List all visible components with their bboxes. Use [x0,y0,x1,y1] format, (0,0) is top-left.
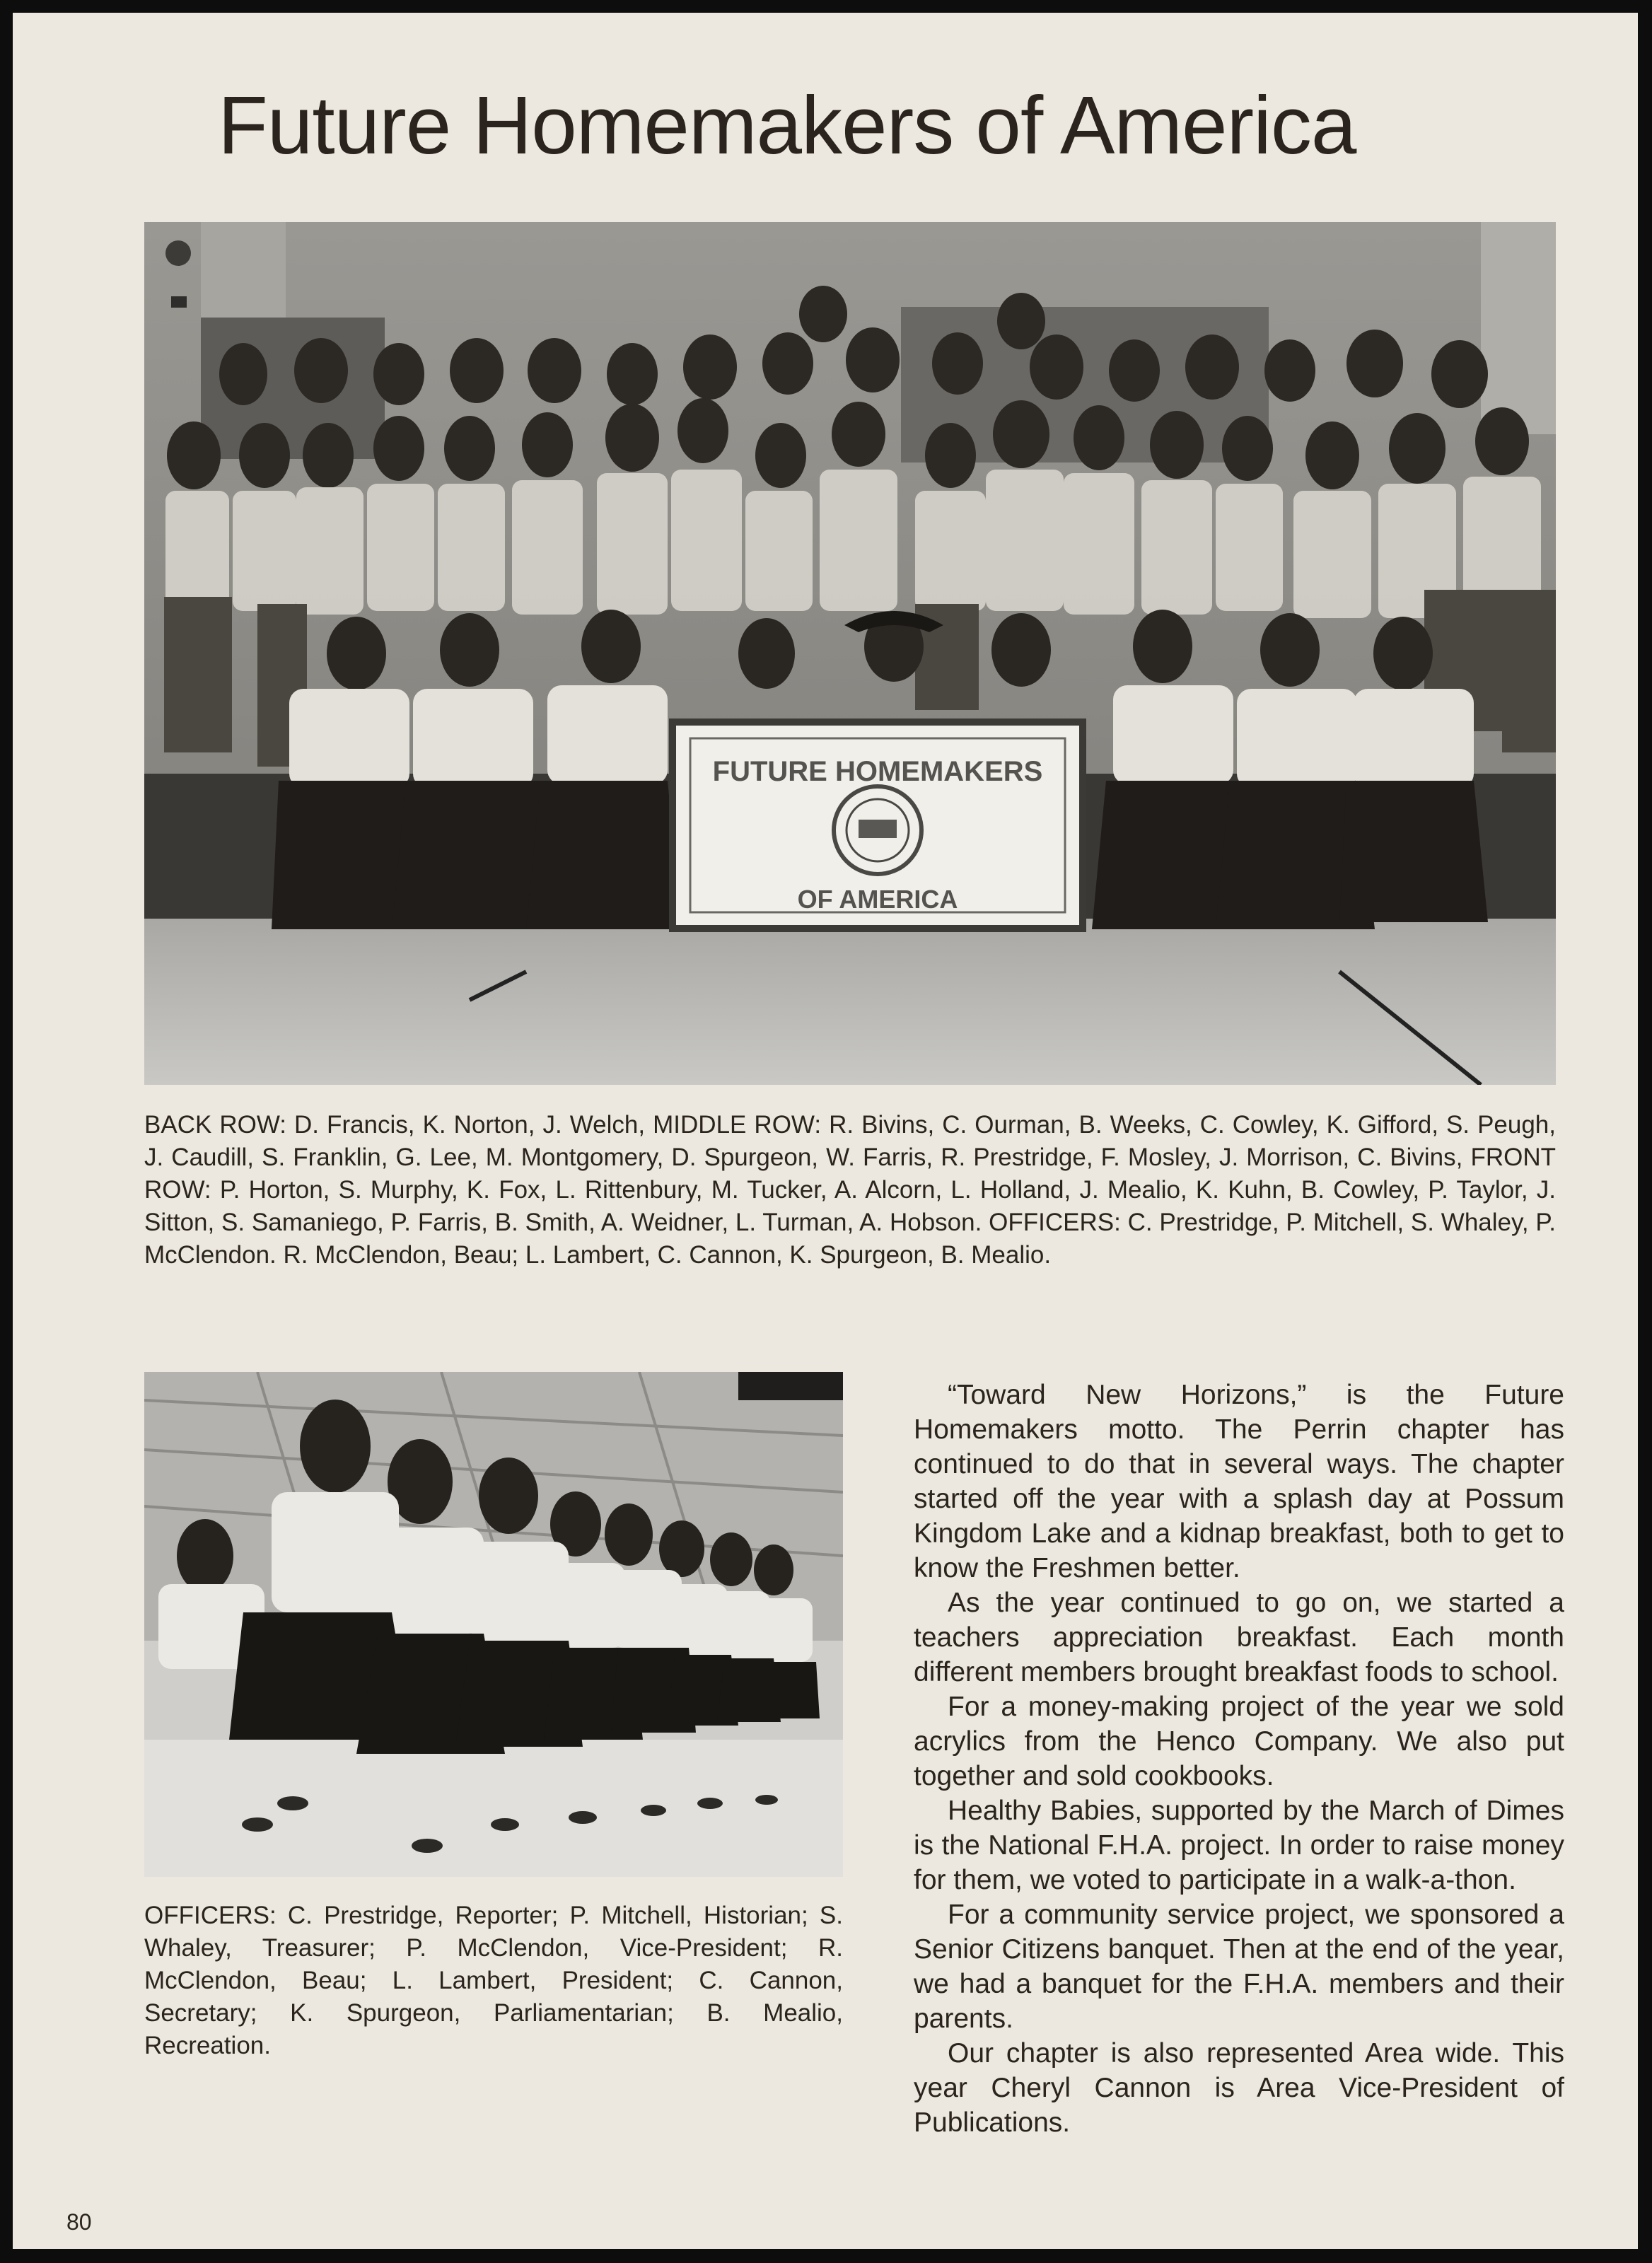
article-paragraph: For a community service project, we sponsored a Senior Citizens banquet. Then at the end of the year, we had a banquet for the F.H.A. members and their parents. [914,1900,1564,2034]
article-paragraph: For a money-making project of the year we sold acrylics from the Henco Company. We also put together and sold cookbooks. [914,1692,1564,1791]
banner-bottom-text: OF AMERICA [797,885,958,914]
page-number: 80 [66,2209,92,2235]
page-title: Future Homemakers of America [218,79,1356,171]
group-photo-image [144,222,1556,1085]
group-photo-caption: BACK ROW: D. Francis, K. Norton, J. Welch, MIDDLE ROW: R. Bivins, C. Ourman, B. Weeks, C. Cowley, K. Gifford, S. Peugh, J. Caudill, S. Franklin, G. Lee, M. Montgomery, D. Spurgeon, W. Farris, R. Prestridge, F. Mosley, J. Morrison, C. Bivins, FRONT ROW: P. Horton, S. Murphy, K. Fox, L. Rittenbury, M. Tucker, A. Alcorn, L. Holland, J. Mealio, K. Kuhn, B. Cowley, P. Taylor, J. Sitton, S. Samaniego, P. Farris, B. Smith, A. Weidner, L. Turman, A. Hobson. OFFICERS: C. Prestridge, P. Mitchell, S. Whaley, P. McClendon. R. McClendon, Beau; L. Lambert, C. Cannon, K. Spurgeon, B. Mealio. [144,1111,1556,1269]
article-paragraph: Our chapter is also represented Area wide. This year Cheryl Cannon is Area Vice-President of Publications. [914,2038,1564,2138]
article-body [914,1378,1564,2140]
officers-photo [144,1372,843,1877]
group-photo [144,222,1556,1085]
article-paragraph: Healthy Babies, supported by the March of Dimes is the National F.H.A. project. In order to raise money for them, we voted to participate in a walk-a-thon. [914,1796,1564,1895]
banner-top-text: FUTURE HOMEMAKERS [712,756,1043,787]
officers-photo-image [144,1372,843,1877]
officers-photo-caption: OFFICERS: C. Prestridge, Reporter; P. Mitchell, Historian; S. Whaley, Treasurer; P. McClendon, Vice-President; R. McClendon, Beau; L. Lambert, President; C. Cannon, Secretary; K. Spurgeon, Parliamentarian; B. Mealio, Recreation. [144,1902,843,2059]
yearbook-page [13,13,1638,2249]
article-paragraph: As the year continued to go on, we started a teachers appreciation breakfast. Each month different members brought breakfast foods to school. [914,1588,1564,1687]
article-paragraph: “Toward New Horizons,” is the Future Homemakers motto. The Perrin chapter has continued to do that in several ways. The chapter started off the year with a splash day at Possum Kingdom Lake and a kidnap breakfast, both to get to know the Freshmen better. [914,1380,1564,1583]
